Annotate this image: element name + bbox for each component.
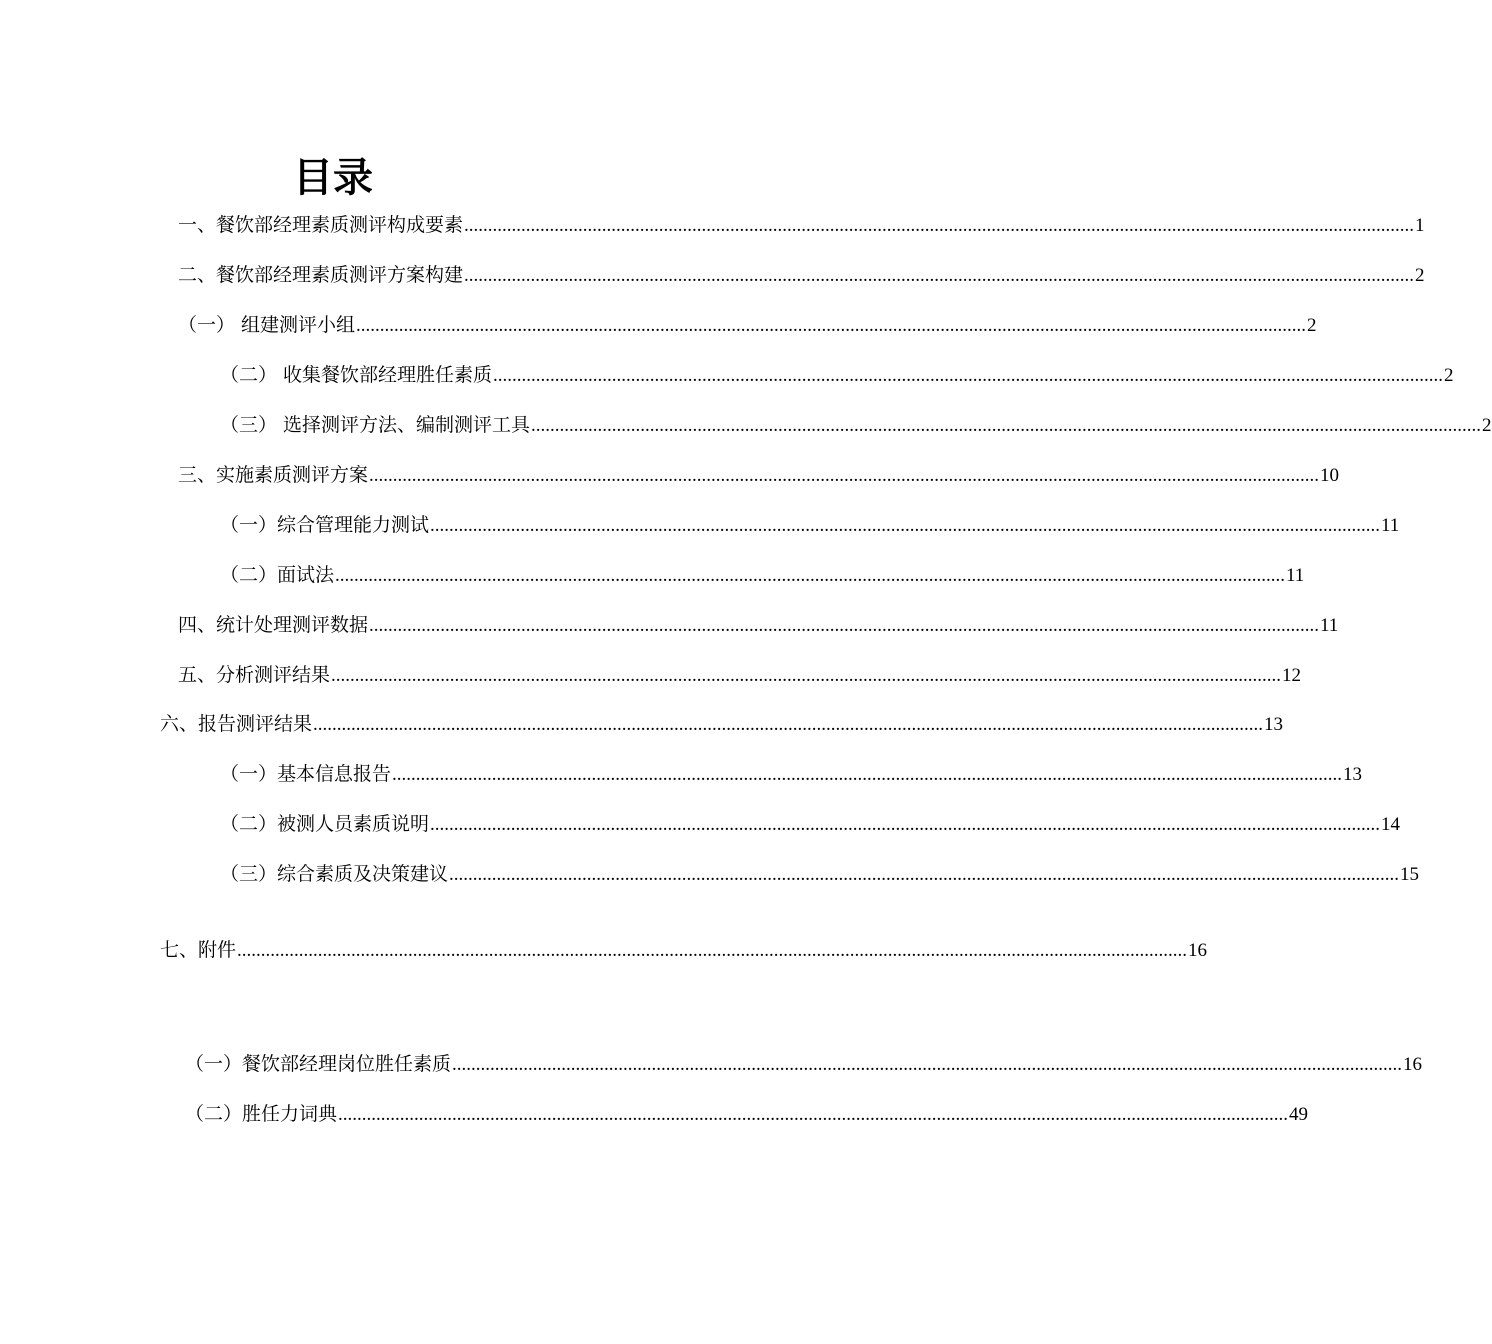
- toc-entry[interactable]: [178, 613, 1339, 638]
- toc-entry-page: 11: [1320, 615, 1339, 636]
- toc-entry-page: 2: [1415, 265, 1425, 286]
- toc-entry-page: 11: [1286, 565, 1305, 586]
- toc-entry-label: 六、报告测评结果: [160, 713, 313, 735]
- toc-entry[interactable]: [178, 213, 1425, 238]
- toc-entry[interactable]: [178, 263, 1425, 288]
- toc-entry-page: 16: [1403, 1054, 1423, 1075]
- toc-leader-dots: ........................................................................................................................................................................................................: [237, 940, 1188, 961]
- toc-leader-dots: ........................................................................................................................................................................................................: [392, 764, 1343, 785]
- toc-entry[interactable]: [178, 663, 1302, 688]
- toc-entry-page: 1: [1415, 215, 1425, 236]
- toc-entry-label: （二）面试法: [220, 564, 335, 586]
- toc-entry-label: （一）餐饮部经理岗位胜任素质: [185, 1053, 452, 1075]
- toc-entry[interactable]: [220, 413, 1492, 438]
- page-title: 目录: [293, 155, 373, 201]
- toc-entry-label: （三）综合素质及决策建议: [220, 863, 449, 885]
- toc-entry-page: 13: [1343, 764, 1363, 785]
- toc-entry-label: 七、附件: [160, 939, 237, 961]
- toc-leader-dots: ........................................................................................................................................................................................................: [338, 1104, 1289, 1125]
- toc-entry-page: 2: [1307, 315, 1317, 336]
- toc-entry[interactable]: [220, 363, 1454, 388]
- toc-entry-label: 五、分析测评结果: [178, 664, 331, 686]
- toc-entry-page: 15: [1400, 864, 1420, 885]
- toc-entry[interactable]: [185, 1052, 1423, 1077]
- toc-entry[interactable]: [220, 862, 1420, 887]
- toc-leader-dots: ........................................................................................................................................................................................................: [313, 714, 1264, 735]
- toc-entry-label: （三） 选择测评方法、编制测评工具: [220, 414, 531, 436]
- toc-leader-dots: ........................................................................................................................................................................................................: [331, 665, 1282, 686]
- toc-entry[interactable]: [220, 563, 1305, 588]
- toc-entry[interactable]: [178, 313, 1317, 338]
- toc-leader-dots: ........................................................................................................................................................................................................: [369, 615, 1320, 636]
- toc-leader-dots: ........................................................................................................................................................................................................: [369, 465, 1320, 486]
- toc-entry-label: 二、餐饮部经理素质测评方案构建: [178, 264, 464, 286]
- toc-leader-dots: ........................................................................................................................................................................................................: [449, 864, 1400, 885]
- toc-leader-dots: ........................................................................................................................................................................................................: [430, 515, 1381, 536]
- toc-leader-dots: ........................................................................................................................................................................................................: [531, 415, 1482, 436]
- toc-entry-page: 49: [1289, 1104, 1309, 1125]
- toc-entry[interactable]: [185, 1102, 1309, 1127]
- toc-leader-dots: ........................................................................................................................................................................................................: [430, 814, 1381, 835]
- toc-entry[interactable]: [220, 812, 1401, 837]
- toc-entry[interactable]: [220, 513, 1400, 538]
- toc-entry-label: （一）基本信息报告: [220, 763, 392, 785]
- toc-entry-label: （二）胜任力词典: [185, 1103, 338, 1125]
- toc-entry-label: （二）被测人员素质说明: [220, 813, 430, 835]
- toc-leader-dots: ........................................................................................................................................................................................................: [452, 1054, 1403, 1075]
- toc-entry-label: 一、餐饮部经理素质测评构成要素: [178, 214, 464, 236]
- toc-entry[interactable]: [160, 712, 1284, 737]
- toc-entry-label: 三、实施素质测评方案: [178, 464, 369, 486]
- toc-entry[interactable]: [160, 938, 1208, 963]
- toc-leader-dots: ........................................................................................................................................................................................................: [335, 565, 1286, 586]
- toc-leader-dots: ........................................................................................................................................................................................................: [464, 265, 1415, 286]
- toc-entry-page: 14: [1381, 814, 1401, 835]
- toc-entry-label: 四、统计处理测评数据: [178, 614, 369, 636]
- toc-leader-dots: ........................................................................................................................................................................................................: [356, 315, 1307, 336]
- toc-entry-page: 10: [1320, 465, 1340, 486]
- toc-entry-label: （二） 收集餐饮部经理胜任素质: [220, 364, 493, 386]
- toc-leader-dots: ........................................................................................................................................................................................................: [493, 365, 1444, 386]
- toc-entry-page: 16: [1188, 940, 1208, 961]
- toc-entry-label: （一）综合管理能力测试: [220, 514, 430, 536]
- toc-entry-label: （一） 组建测评小组: [178, 314, 356, 336]
- toc-entry[interactable]: [178, 463, 1340, 488]
- toc-entry-page: 2: [1482, 415, 1492, 436]
- toc-leader-dots: ........................................................................................................................................................................................................: [464, 215, 1415, 236]
- toc-entry-page: 2: [1444, 365, 1454, 386]
- toc-entry-page: 11: [1381, 515, 1400, 536]
- toc-entry-page: 12: [1282, 665, 1302, 686]
- toc-entry[interactable]: [220, 762, 1363, 787]
- toc-entry-page: 13: [1264, 714, 1284, 735]
